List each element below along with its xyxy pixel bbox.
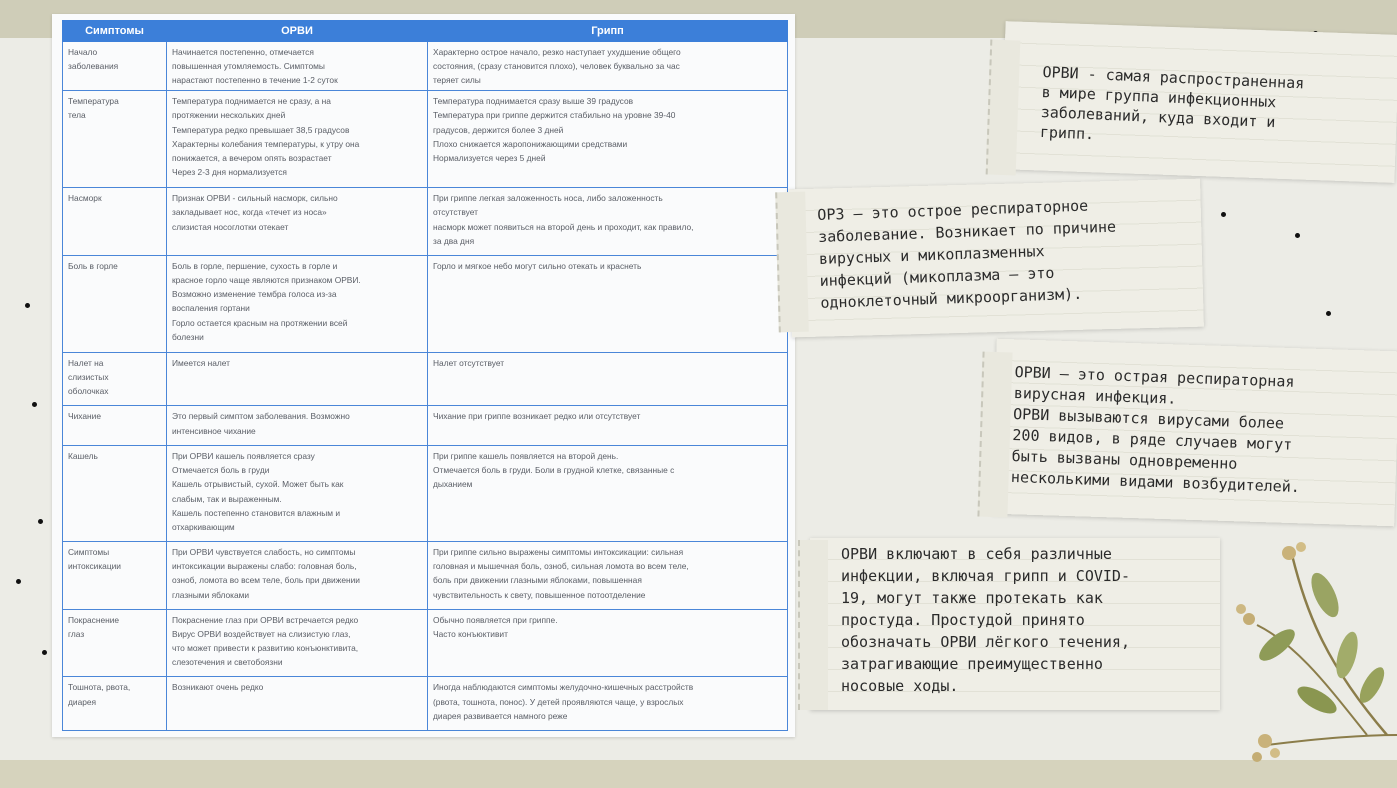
decor-dot — [42, 650, 47, 655]
decor-dot — [1295, 233, 1300, 238]
orvi-cell: При ОРВИ чувствуется слабость, но симптомы интоксикации выражены слабо: головная боль, озноб, ломота во всем теле, боль при движении глазными яблоками — [167, 541, 428, 609]
dried-flower-illustration — [1197, 535, 1397, 788]
symptom-cell: Боль в горле — [63, 255, 167, 352]
torn-edge — [798, 540, 828, 710]
table-row — [63, 188, 788, 256]
note-orvi-common: ОРВИ - самая распространенная в мире группа инфекционных заболеваний, куда входит и грипп. — [1039, 62, 1305, 144]
flu-cell: Температура поднимается сразу выше 39 градусов Температура при гриппе держится стабильно на уровне 39-40 градусов, держится более 3 дней Плохо снижается жаропонижающими средствами Нормализуется через 5 дней — [428, 91, 788, 188]
column-header-orvi: ОРВИ — [167, 21, 428, 42]
torn-edge — [775, 192, 809, 333]
table-row — [63, 255, 788, 352]
table-row — [63, 609, 788, 677]
orvi-cell: Температура поднимается не сразу, а на протяжении нескольких дней Температура редко превышает 38,5 градусов Характерны колебания температуры, к утру она понижается, а вечером опять возрастает Через 2-3 дня нормализуется — [167, 91, 428, 188]
orvi-cell: Это первый симптом заболевания. Возможно интенсивное чихание — [167, 406, 428, 445]
flu-cell: При гриппе легкая заложенность носа, либо заложенность отсутствует насморк может появиться на второй день и проходит, как правило, за два дня — [428, 188, 788, 256]
flu-cell: При гриппе кашель появляется на второй день. Отмечается боль в груди. Боли в грудной клетке, связанные с дыханием — [428, 445, 788, 541]
decor-dot — [38, 519, 43, 524]
flu-cell: При гриппе сильно выражены симптомы интоксикации: сильная головная и мышечная боль, озноб, сильная ломота во всем теле, боль при движении глазными яблоками, повышенная чувствительность к свету, повышенное потоотделение — [428, 541, 788, 609]
symptom-cell: Кашель — [63, 445, 167, 541]
orvi-cell: Возникают очень редко — [167, 677, 428, 731]
orvi-cell: Признак ОРВИ - сильный насморк, сильно закладывает нос, когда «течет из носа» слизистая носоглотки отекает — [167, 188, 428, 256]
decor-dot — [25, 303, 30, 308]
column-header-symptoms: Симптомы — [63, 21, 167, 42]
orvi-cell: Покраснение глаз при ОРВИ встречается редко Вирус ОРВИ воздействует на слизистую глаз, что может привести к развитию конъюнктивита, слезотечения и светобоязни — [167, 609, 428, 677]
orvi-cell: Начинается постепенно, отмечается повышенная утомляемость. Симптомы нарастают постепенно в течение 1-2 суток — [167, 42, 428, 91]
decor-dot — [16, 579, 21, 584]
decor-dot — [32, 402, 37, 407]
table-row — [63, 91, 788, 188]
table-row — [63, 406, 788, 445]
symptom-cell: Покраснение глаз — [63, 609, 167, 677]
torn-edge — [977, 352, 1012, 518]
symptom-cell: Симптомы интоксикации — [63, 541, 167, 609]
symptom-cell: Чихание — [63, 406, 167, 445]
table-row — [63, 352, 788, 406]
symptom-cell: Тошнота, рвота, диарея — [63, 677, 167, 731]
table-header-row — [63, 21, 788, 42]
flu-cell: Характерно острое начало, резко наступает ухудшение общего состояния, (сразу становится плохо), человек буквально за час теряет силы — [428, 42, 788, 91]
table-row — [63, 677, 788, 731]
flu-cell: Иногда наблюдаются симптомы желудочно-кишечных расстройств (рвота, тошнота, понос). У детей проявляются чаще, у взрослых диарея развивается намного реже — [428, 677, 788, 731]
table-row — [63, 445, 788, 541]
orvi-cell: При ОРВИ кашель появляется сразу Отмечается боль в груди Кашель отрывистый, сухой. Может быть как слабым, так и выраженным. Кашель постепенно становится влажным и отхаркивающим — [167, 445, 428, 541]
symptom-cell: Начало заболевания — [63, 42, 167, 91]
torn-edge — [986, 40, 1021, 176]
flu-cell: Чихание при гриппе возникает редко или отсутствует — [428, 406, 788, 445]
symptom-cell: Налет на слизистых оболочках — [63, 352, 167, 406]
flu-cell: Налет отсутствует — [428, 352, 788, 406]
flu-cell: Горло и мягкое небо могут сильно отекать и краснеть — [428, 255, 788, 352]
decor-dot — [1221, 212, 1226, 217]
column-header-flu: Грипп — [428, 21, 788, 42]
symptoms-comparison-table — [62, 20, 788, 731]
comparison-table-card — [52, 14, 795, 737]
flu-cell: Обычно появляется при гриппе. Часто конъюктивит — [428, 609, 788, 677]
note-orvi-includes: ОРВИ включают в себя различные инфекции, включая грипп и COVID- 19, могут также протекать как простуда. Простудой принято обозначать ОРВИ лёгкого течения, затрагивающие преимущественно носовые ходы. — [841, 545, 1130, 695]
decor-dot — [1326, 311, 1331, 316]
background-bottom-strip — [0, 760, 1397, 788]
symptom-cell: Температура тела — [63, 91, 167, 188]
table-row — [63, 42, 788, 91]
note-orvi-definition: ОРВИ – это острая респираторная вирусная инфекция. ОРВИ вызываются вирусами более 200 видов, в ряде случаев могут быть вызваны одновременно несколькими видами возбудителей. — [1010, 362, 1301, 497]
orvi-cell: Имеется налет — [167, 352, 428, 406]
note-orz-definition: ОРЗ – это острое респираторное заболевание. Возникает по причине вирусных и микоплазменных инфекций (микоплазма – это одноклеточный микроорганизм). — [817, 196, 1117, 312]
symptom-cell: Насморк — [63, 188, 167, 256]
orvi-cell: Боль в горле, першение, сухость в горле и красное горло чаще являются признаком ОРВИ. Возможно изменение тембра голоса из-за воспаления гортани Горло остается красным на протяжении всей болезни — [167, 255, 428, 352]
table-row — [63, 541, 788, 609]
